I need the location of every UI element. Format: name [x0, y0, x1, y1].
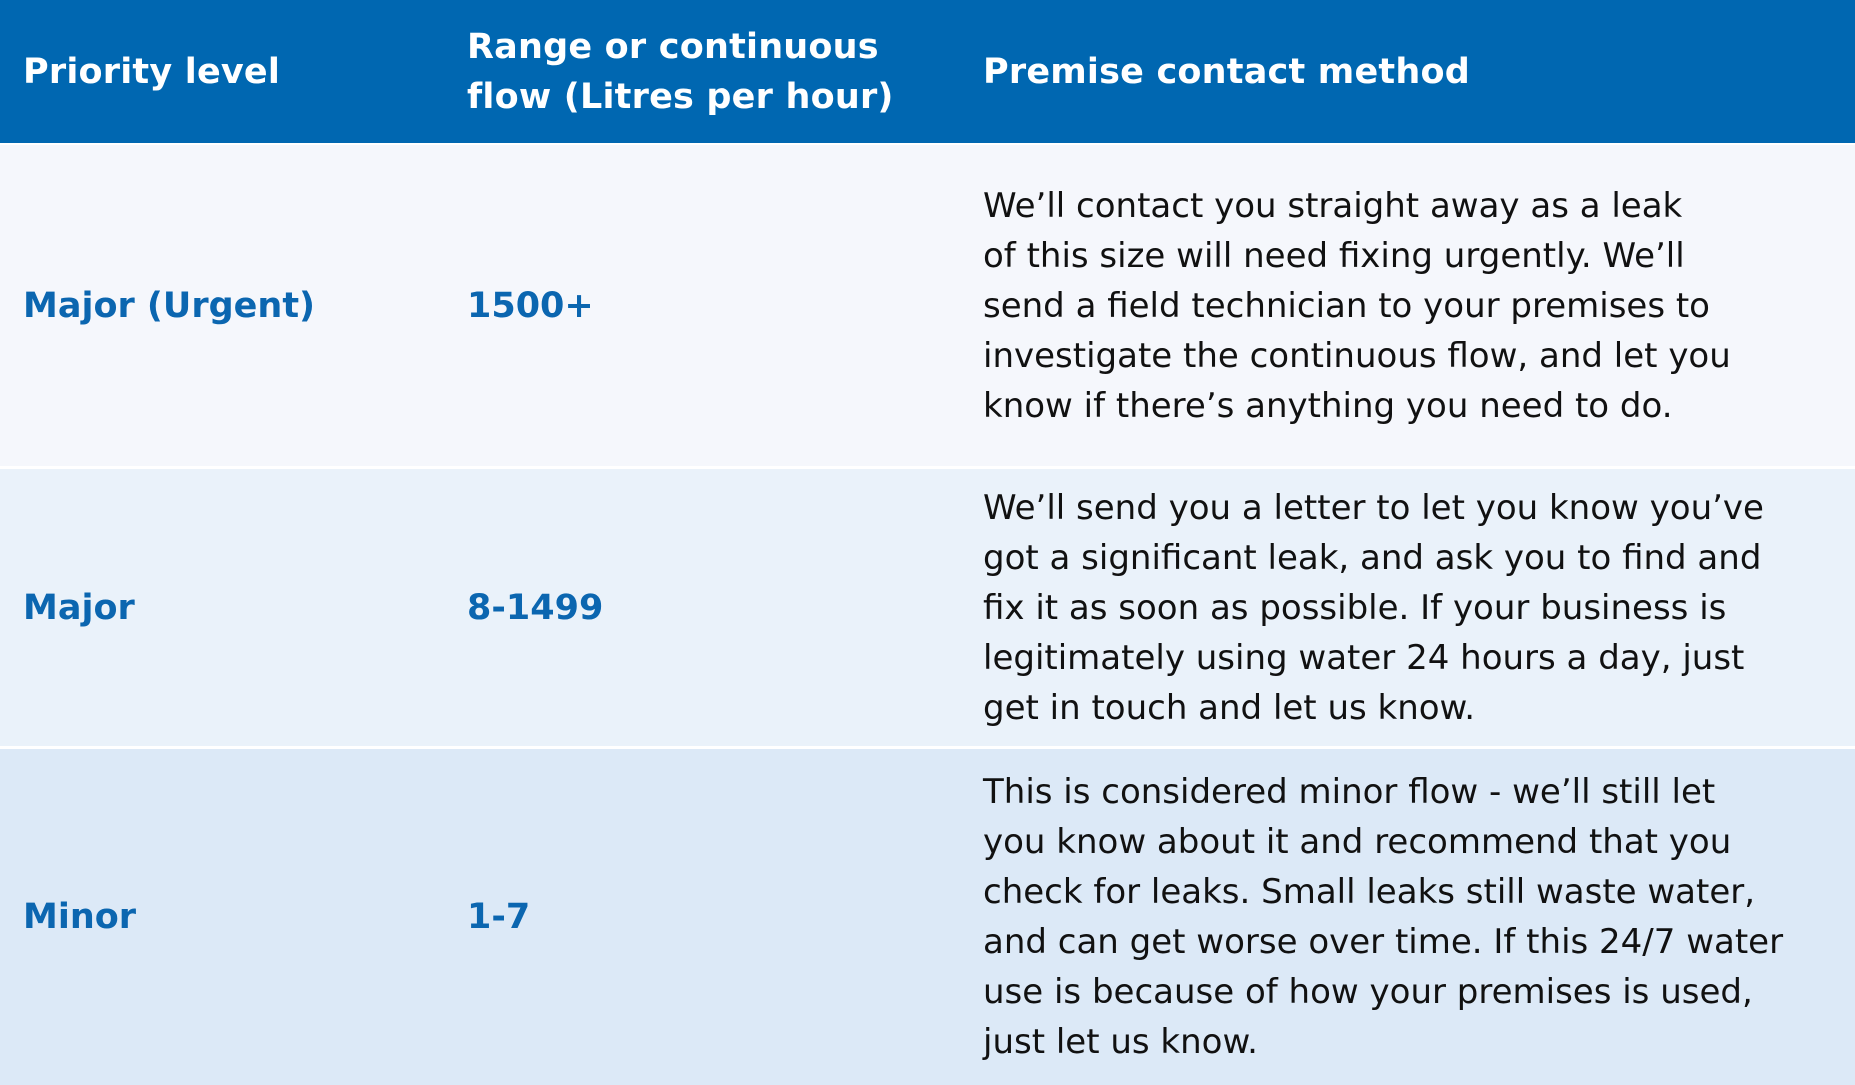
- header-range-label: Range or continuous flow (Litres per hour): [467, 26, 894, 117]
- priority-cell: [23, 469, 463, 746]
- method-text: We’ll send you a letter to let you know you’ve got a significant leak, and ask you to find and fix it as soon as possible. If your business is legitimately using water 24 hours a day, just get in touch and let us know.: [983, 487, 1764, 728]
- range-cell: [467, 749, 977, 1085]
- priority-label: Major (Urgent): [23, 285, 316, 326]
- header-cell-range: [467, 0, 977, 143]
- method-text: We’ll contact you straight away as a leak of this size will need fixing urgently. We’ll send a field technician to your premises to investigate the continuous flow, and let you know if there’s anything you need to do.: [983, 185, 1731, 426]
- method-text: This is considered minor flow - we’ll still let you know about it and recommend that you check for leaks. Small leaks still waste water, and can get worse over time. If this 24/7 water use is because of how your premises is used, just let us know.: [983, 772, 1784, 1062]
- method-cell: [983, 469, 1843, 746]
- table-row: [0, 143, 1855, 466]
- header-priority-label: Priority level: [23, 51, 281, 92]
- range-value: 8-1499: [467, 587, 604, 628]
- header-method-label: Premise contact method: [983, 51, 1470, 92]
- range-cell: [467, 469, 977, 746]
- range-value: 1500+: [467, 285, 594, 326]
- range-value: 1-7: [467, 897, 531, 937]
- header-cell-priority: [23, 0, 463, 143]
- method-cell: [983, 145, 1843, 466]
- priority-cell: [23, 145, 463, 466]
- table-row: [0, 746, 1855, 1085]
- method-cell: [983, 749, 1843, 1085]
- range-cell: [467, 145, 977, 466]
- priority-label: Minor: [23, 897, 137, 937]
- table-header-row: [0, 0, 1855, 143]
- priority-cell: [23, 749, 463, 1085]
- header-cell-method: [983, 0, 1843, 143]
- priority-label: Major: [23, 587, 135, 628]
- table-row: [0, 466, 1855, 746]
